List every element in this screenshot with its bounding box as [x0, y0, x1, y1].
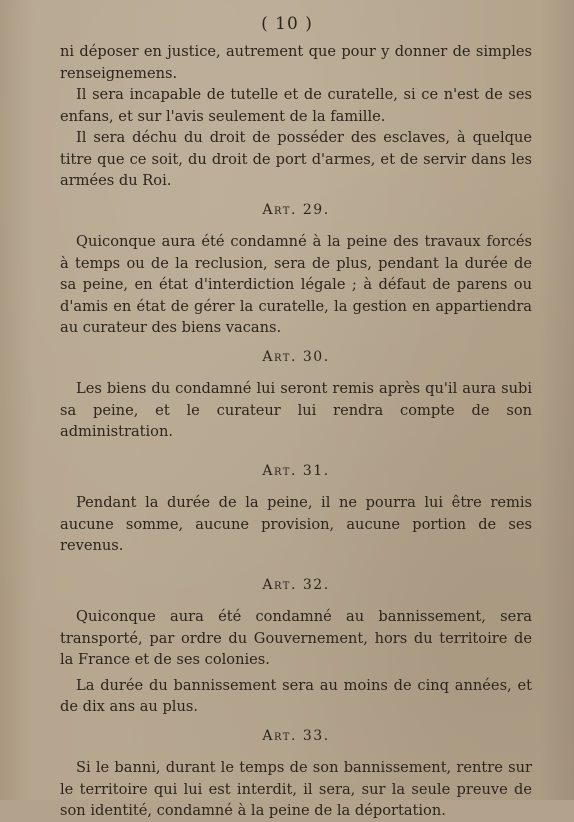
paragraph: Si le banni, durant le temps de son bannissement, rentre sur le territoire qui lui est interdit, il sera, sur la seule preuve de son identité, condamné à la peine de la déportation. — [60, 759, 532, 819]
paragraph: Il sera incapable de tutelle et de curatelle, si ce n'est de ses enfans, et sur l'avis seulement de la famille. — [60, 86, 532, 125]
paragraph: Les biens du condamné lui seront remis après qu'il aura subi sa peine, et le curateur lui rendra compte de son administration. — [60, 380, 532, 440]
article-heading — [60, 200, 532, 222]
article-label: Art. 29. — [262, 201, 330, 218]
article-label: Art. 31. — [262, 462, 330, 479]
paragraph: Quiconque aura été condamné au bannissement, sera transporté, par ordre du Gouvernement, hors du territoire de la France et de ses colonies. — [60, 608, 532, 668]
paragraph: Pendant la durée de la peine, il ne pourra lui être remis aucune somme, aucune provision, aucune portion de ses revenus. — [60, 494, 532, 554]
article-heading — [60, 726, 532, 748]
document-body — [60, 41, 532, 822]
paragraph: ni déposer en justice, autrement que pour y donner de simples renseignemens. — [60, 43, 532, 82]
paragraph: Il sera déchu du droit de posséder des esclaves, à quelque titre que ce soit, du droit de port d'armes, et de servir dans les armées du Roi. — [60, 129, 532, 189]
article-heading — [60, 347, 532, 369]
page-number: ( 10 ) — [261, 14, 313, 34]
article-label: Art. 32. — [262, 576, 330, 593]
article-heading — [60, 461, 532, 483]
article-label: Art. 30. — [262, 348, 330, 365]
article-heading — [60, 575, 532, 597]
paragraph: Quiconque aura été condamné à la peine des travaux forcés à temps ou de la reclusion, sera de plus, pendant la durée de sa peine, en état d'interdiction légale ; à défaut de parens ou d'amis en état de gérer la curatelle, la gestion en appartiendra au curateur des biens vacans. — [60, 233, 532, 336]
article-label: Art. 33. — [262, 727, 330, 744]
paragraph: La durée du bannissement sera au moins de cinq années, et de dix ans au plus. — [60, 676, 532, 715]
